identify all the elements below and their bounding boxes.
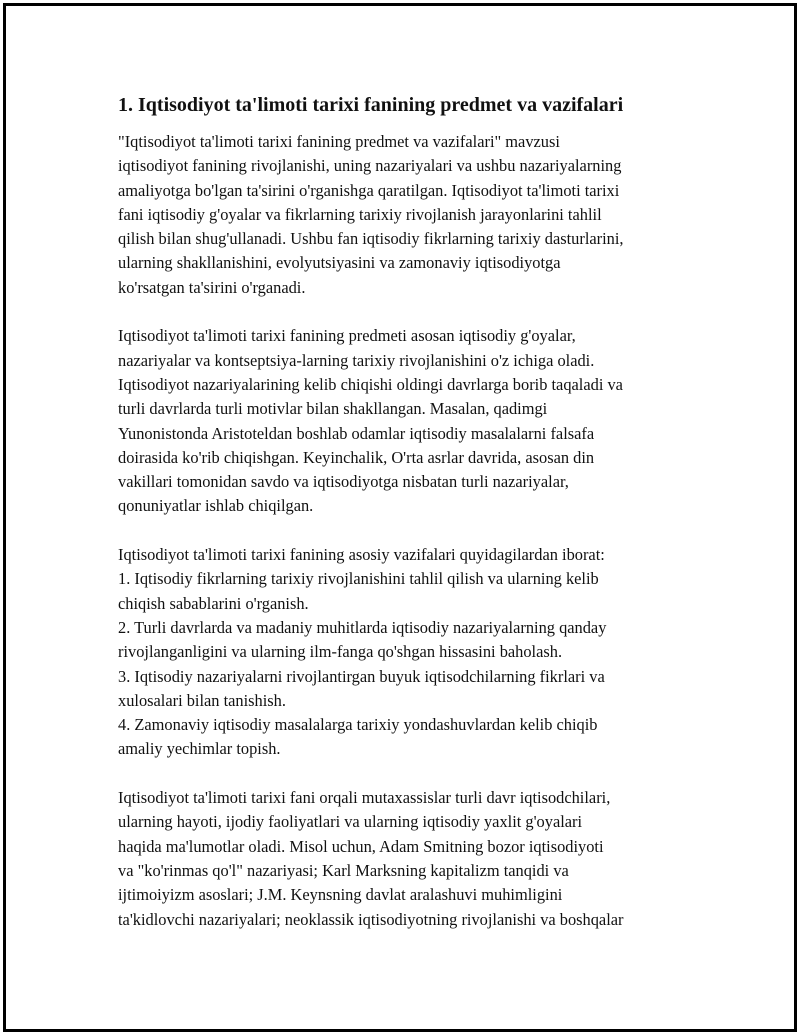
text-line: va "ko'rinmas qo'l" nazariyasi; Karl Marksning kapitalizm tanqidi va	[118, 860, 569, 880]
list-item-line: 4. Zamonaviy iqtisodiy masalalarga tarixiy yondashuvlardan kelib chiqib	[118, 715, 598, 735]
text-line: ularning shakllanishini, evolyutsiyasini va zamonaviy iqtisodiyotga	[118, 253, 561, 273]
text-line: qonuniyatlar ishlab chiqilgan.	[118, 496, 314, 516]
paragraph-introduction	[118, 130, 708, 300]
text-line: vakillari tomonidan savdo va iqtisodiyotga nisbatan turli nazariyalar,	[118, 472, 569, 492]
text-line: Iqtisodiyot ta'limoti tarixi fanining predmeti asosan iqtisodiy g'oyalar,	[118, 326, 576, 346]
text-line: "Iqtisodiyot ta'limoti tarixi fanining predmet va vazifalari" mavzusi	[118, 132, 560, 151]
text-line: Iqtisodiyot nazariyalarining kelib chiqishi oldingi davrlarga borib taqaladi va	[118, 374, 623, 394]
text-line: ijtimoiyizm asoslari; J.M. Keynsning davlat aralashuvi muhimligini	[118, 885, 563, 905]
text-line: qilish bilan shug'ullanadi. Ushbu fan iqtisodiy fikrlarning tarixiy dasturlarini,	[118, 229, 624, 249]
paragraph-tasks	[118, 543, 708, 762]
list-item-line: chiqish sabablarini o'rganish.	[118, 593, 309, 613]
document-title: 1. Iqtisodiyot ta'limoti tarixi fanining predmet va vazifalari	[118, 94, 624, 116]
list-item-line: amaliy yechimlar topish.	[118, 739, 281, 759]
text-line: haqida ma'lumotlar oladi. Misol uchun, Adam Smitning bozor iqtisodiyoti	[118, 836, 604, 856]
paragraph-subject	[118, 324, 708, 518]
text-line: iqtisodiyot fanining rivojlanishi, uning nazariyalari va ushbu nazariyalarning	[118, 156, 622, 176]
text-line: ko'rsatgan ta'sirini o'rganadi.	[118, 277, 306, 297]
text-line: ta'kidlovchi nazariyalari; neoklassik iqtisodiyotning rivojlanishi va boshqalar	[118, 909, 624, 929]
list-item-line: xulosalari bilan tanishish.	[118, 690, 286, 710]
list-item-line: 2. Turli davrlarda va madaniy muhitlarda iqtisodiy nazariyalarning qanday	[118, 617, 607, 637]
text-line: ularning hayoti, ijodiy faoliyatlari va ularning iqtisodiy yaxlit g'oyalari	[118, 812, 583, 832]
list-item-line: 3. Iqtisodiy nazariyalarni rivojlantirgan buyuk iqtisodchilarning fikrlari va	[118, 666, 605, 686]
text-line: Iqtisodiyot ta'limoti tarixi fani orqali mutaxassislar turli davr iqtisodchilari,	[118, 788, 611, 808]
text-line: Iqtisodiyot ta'limoti tarixi fanining asosiy vazifalari quyidagilardan iborat:	[118, 545, 605, 565]
text-line: amaliyotga bo'lgan ta'sirini o'rganishga qaratilgan. Iqtisodiyot ta'limoti tarixi	[118, 180, 620, 200]
text-line: nazariyalar va kontseptsiya-larning tarixiy rivojlanishini o'z ichiga oladi.	[118, 350, 595, 370]
paragraph-economists	[118, 786, 708, 932]
list-item-line: rivojlanganligini va ularning ilm-fanga qo'shgan hissasini baholash.	[118, 642, 563, 662]
text-line: turli davrlarda turli motivlar bilan shakllangan. Masalan, qadimgi	[118, 399, 548, 419]
text-line: doirasida ko'rib chiqishgan. Keyinchalik, O'rta asrlar davrida, asosan din	[118, 447, 595, 467]
text-line: fani iqtisodiy g'oyalar va fikrlarning tarixiy rivojlanish jarayonlarini tahlil	[118, 204, 602, 224]
list-item-line: 1. Iqtisodiy fikrlarning tarixiy rivojlanishini tahlil qilish va ularning kelib	[118, 569, 599, 589]
text-line: Yunonistonda Aristoteldan boshlab odamlar iqtisodiy masalalarni falsafa	[118, 423, 595, 443]
document-body	[118, 92, 708, 956]
